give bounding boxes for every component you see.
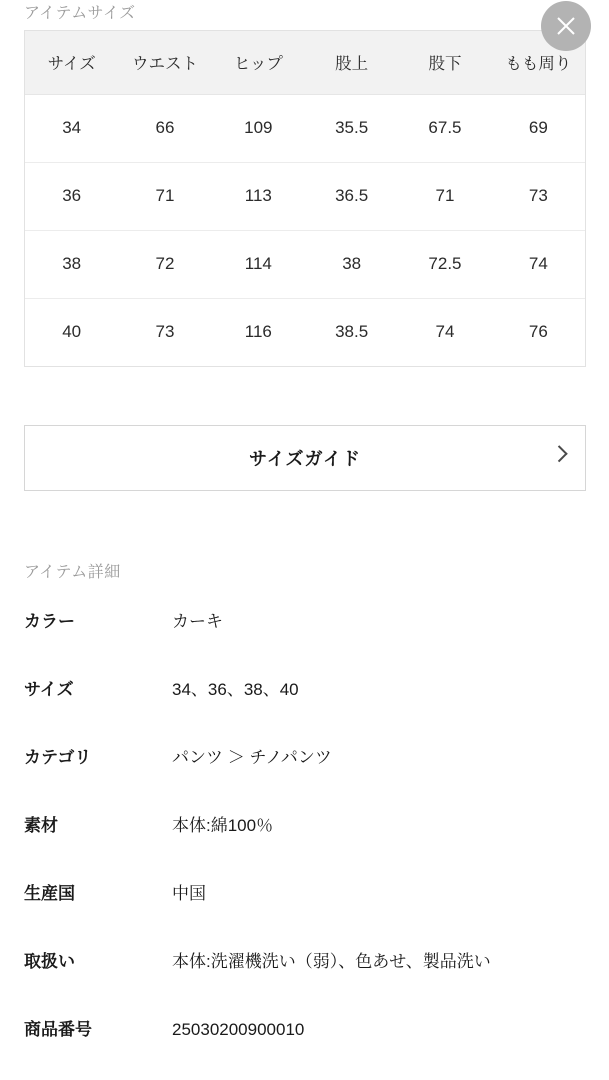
- detail-row: [24, 816, 586, 884]
- detail-key: 生産国: [24, 884, 75, 903]
- size-table-column-header: ウエスト: [118, 31, 211, 94]
- size-table-cell: 66: [118, 94, 211, 162]
- detail-row: [24, 884, 586, 952]
- size-table-cell: 71: [398, 162, 491, 230]
- detail-key: サイズ: [24, 680, 74, 699]
- detail-key: 取扱い: [24, 952, 75, 971]
- detail-value: カーキ: [172, 612, 223, 631]
- item-size-heading: アイテムサイズ: [24, 5, 136, 22]
- detail-row: [24, 952, 586, 1020]
- table-header-row: [25, 31, 585, 94]
- size-table-cell: 67.5: [398, 94, 491, 162]
- size-table-column-header: もも周り: [492, 31, 585, 94]
- item-detail-heading: アイテム詳細: [24, 564, 121, 581]
- detail-key: カラー: [24, 612, 75, 631]
- size-table-cell: 73: [118, 298, 211, 366]
- size-table-column-header: 股上: [305, 31, 398, 94]
- size-table-cell: 73: [492, 162, 585, 230]
- size-table-cell: 74: [398, 298, 491, 366]
- size-table-column-header: サイズ: [25, 31, 118, 94]
- size-table-cell: 76: [492, 298, 585, 366]
- size-table-cell: 69: [492, 94, 585, 162]
- size-table-cell: 116: [212, 298, 305, 366]
- detail-value: パンツ ＞ チノパンツ: [172, 748, 332, 767]
- size-table-cell: 38: [305, 230, 398, 298]
- detail-key: カテゴリ: [24, 748, 92, 767]
- detail-value: 25030200900010: [172, 1020, 305, 1039]
- close-icon: [555, 15, 577, 37]
- size-guide-button[interactable]: [24, 425, 586, 491]
- size-table: [25, 31, 585, 366]
- size-table-cell: 38: [25, 230, 118, 298]
- size-table-column-header: ヒップ: [212, 31, 305, 94]
- detail-row: [24, 1020, 586, 1080]
- close-button[interactable]: [541, 1, 591, 51]
- size-table-cell: 38.5: [305, 298, 398, 366]
- size-table-cell: 72.5: [398, 230, 491, 298]
- detail-row: [24, 612, 586, 680]
- chevron-right-icon: [551, 445, 568, 462]
- size-table-cell: 74: [492, 230, 585, 298]
- size-table-cell: 113: [212, 162, 305, 230]
- detail-value: 34、36、38、40: [172, 680, 299, 699]
- size-table-cell: 40: [25, 298, 118, 366]
- detail-row: [24, 748, 586, 816]
- table-row: [25, 162, 585, 230]
- detail-row: [24, 680, 586, 748]
- table-row: [25, 94, 585, 162]
- size-table-cell: 36.5: [305, 162, 398, 230]
- size-table-cell: 72: [118, 230, 211, 298]
- detail-value: 中国: [172, 884, 206, 903]
- size-table-cell: 114: [212, 230, 305, 298]
- size-guide-label: サイズガイド: [248, 449, 362, 469]
- size-table-head: [25, 31, 585, 94]
- size-table-container: [24, 30, 586, 367]
- item-detail-list: [24, 612, 586, 1080]
- table-row: [25, 230, 585, 298]
- size-table-column-header: 股下: [398, 31, 491, 94]
- size-table-cell: 109: [212, 94, 305, 162]
- table-row: [25, 298, 585, 366]
- detail-key: 素材: [24, 816, 58, 835]
- size-table-cell: 35.5: [305, 94, 398, 162]
- detail-key: 商品番号: [24, 1020, 92, 1039]
- size-table-cell: 34: [25, 94, 118, 162]
- detail-value: 本体:洗濯機洗い（弱）、色あせ、製品洗い: [172, 952, 491, 971]
- size-table-cell: 71: [118, 162, 211, 230]
- size-table-body: [25, 94, 585, 366]
- size-table-cell: 36: [25, 162, 118, 230]
- detail-value: 本体:綿100％: [172, 816, 274, 835]
